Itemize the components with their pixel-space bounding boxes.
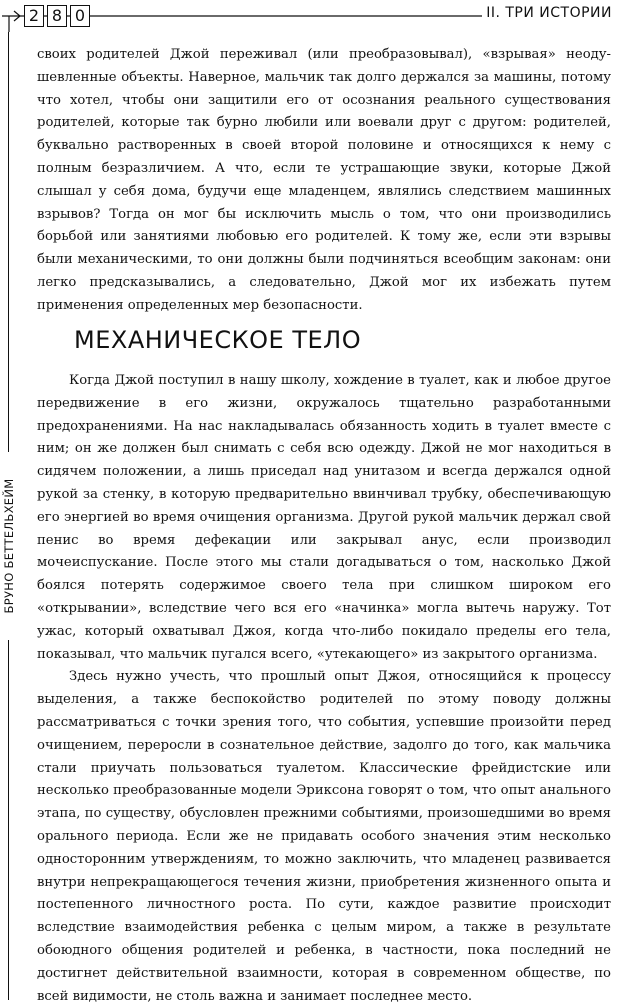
page-number-digit: 0 bbox=[70, 5, 90, 27]
running-title: II. ТРИ ИСТОРИИ bbox=[482, 5, 612, 21]
side-rule-upper bbox=[8, 32, 9, 452]
page-number-digit: 2 bbox=[24, 5, 44, 27]
body-text-bottom bbox=[37, 370, 611, 1008]
page-number bbox=[24, 5, 90, 27]
author-name: БРУНО БЕТТЕЛЬХЕЙМ bbox=[2, 478, 16, 614]
section-heading: МЕХАНИЧЕСКОЕ ТЕЛО bbox=[74, 326, 362, 354]
paragraph: своих родителей Джой переживал (или преобразовывал), «взрывая» неодушевленные объекты. Наверное, мальчик так долго держался за машины, потому что хотел, чтобы они защитили его от осознания реального существования родителей, которые так бурно любили или воевали друг с другом: родителей, буквально растворенных в своей второй половине и относящихся к нему с полным безразличием. А что, если те устрашающие звуки, которые Джой слышал у себя дома, будучи еще младенцем, являлись следствием машинных взрывов? Тогда он мог бы исключить мысль о том, что они производились борьбой или занятиями любовью его родителей. К тому же, если эти взрывы были механическими, то они должны были подчиняться всеобщим законам: они легко предсказывались, а следовательно, Джой мог их избежать путем применения определенных мер безопасности. bbox=[37, 47, 611, 313]
page-header bbox=[0, 0, 620, 32]
side-author-label bbox=[0, 456, 18, 636]
paragraph: Когда Джой поступил в нашу школу, хождение в туалет, как и любое другое передвижение в его жизни, окружалось тщательно разработанными предохранениями. На нас накладывалась обязанность ходить в туалет вместе с ним; он же должен был снимать с себя всю одежду. Джой не мог находиться в сидячем положении, а лишь приседал над унитазом и всегда держался одной рукой за стенку, в которую предварительно ввинчивал трубку, обеспечивающую его энергией во время очищения организма. Другой рукой мальчик держал свой пенис во время дефекации или закрывал анус, если производил мочеиспускание. После этого мы стали догадываться о том, насколько Джой боялся потерять содержимое своего тела при слишком широком его «открывании», вследствие чего вся его «начинка» могла вытечь наружу. Тот ужас, который охватывал Джоя, когда что-либо покидало пределы его тела, показывал, что мальчик пугался всего, «утекающего» из закрытого организма. bbox=[37, 373, 611, 662]
side-rule-lower bbox=[8, 640, 9, 1000]
page-number-digit: 8 bbox=[47, 5, 67, 27]
paragraph: Здесь нужно учесть, что прошлый опыт Джоя, относящийся к процессу выделения, а также беспокойство родителей по этому поводу должны рассматриваться с точки зрения того, что события, успевшие произойти перед очищением, переросли в сознательное действие, задолго до того, как мальчика стали приучать пользоваться туалетом. Классические фрейдистские или несколько преобразованные модели Эриксона говорят о том, что опыт анального этапа, по существу, обусловлен прежними событиями, произошедшими во время орального периода. Если же не придавать особого значения этим несколько односторонним утверждениям, то можно заключить, что младенец развивается внутри непрекращающегося течения жизни, приобретения жизненного опыта и постепенного личностного роста. По сути, каждое развитие происходит вследствие взаимодействия ребенка с целым миром, а также в результате обоюдного общения родителей и ребенка, в частности, пока последний не достигнет действительной взаимности, которая в современном обществе, по всей видимости, не столь важна и занимает последнее место. bbox=[37, 669, 611, 1004]
body-text-top bbox=[37, 44, 611, 318]
